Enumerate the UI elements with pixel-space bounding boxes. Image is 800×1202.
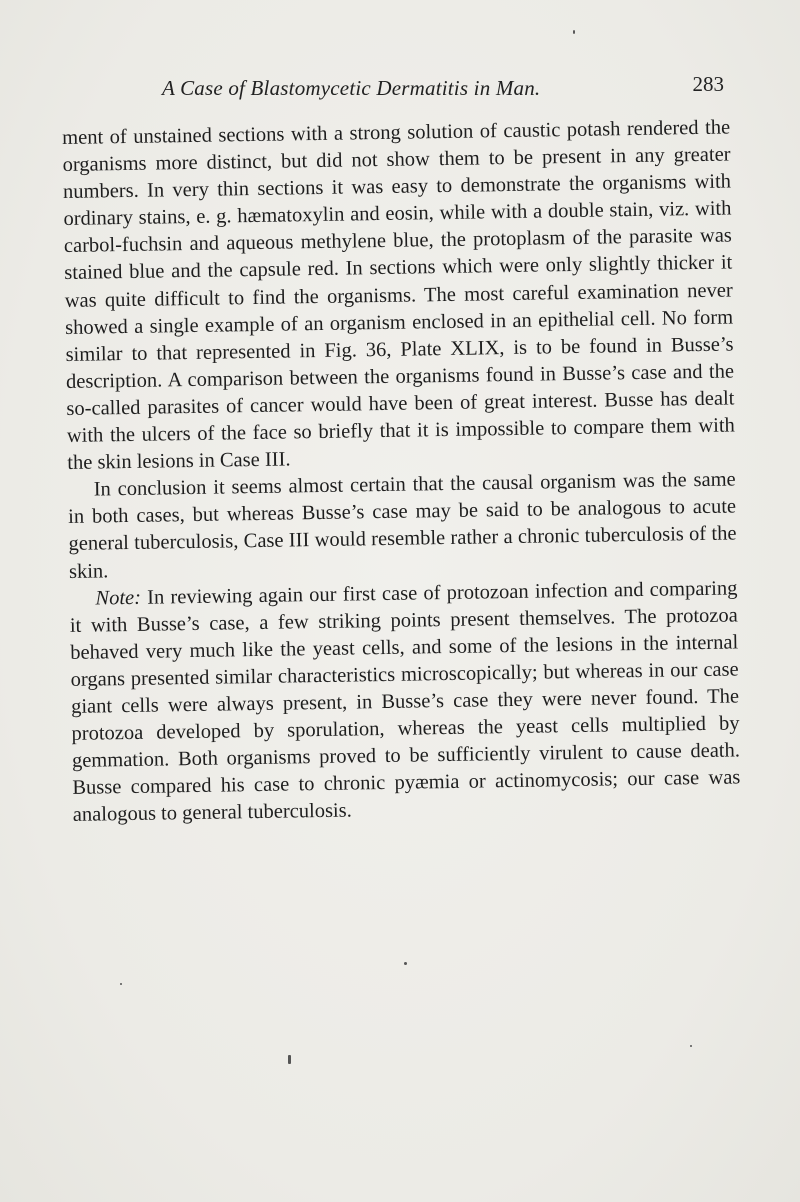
paragraph-continued: ment of unstained sections with a strong solution of caustic potash rendered the organisms more distinct, but did not show them to be present in any greater numbers. In very thin sections it was easy to demonstrate the organisms with ordinary stains, e. g. hæmatoxylin and eosin, while with a double stain, viz. with carbol-fuchsin and aqueous methylene blue, the protoplasm of the parasite was stained blue and the capsule red. In sections which were only slightly thicker it was quite difficult to find the organisms. The most careful examination never showed a single example of an organism enclosed in an epithelial cell. No form similar to that represented in Fig. 36, Plate XLIX, is to be found in Busse’s description. A comparison between the organisms found in Busse’s case and the so-called parasites of cancer would have been of great interest. Busse has dealt with the ulcers of the face so briefly that it is impossible to compare them with the skin lesions in Case III. [62, 116, 735, 475]
note-text: In reviewing again our first case of protozoan infection and comparing it with Busse’s case, a few striking points present themselves. The protozoa behaved very much like the yeast cells, and some of the lesions in the internal organs presented similar characteristics microscopically; but whereas in our case giant cells were always present, in Busse’s case they were never found. The protozoa developed by sporulation, whereas the yeast cells multiplied by gemmation. Both organisms proved to be sufficiently virulent to cause death. Busse compared his case to chronic pyæmia or actinomycosis; our case was analogous to general tuberculosis. [69, 577, 741, 827]
paragraph-conclusion: In conclusion it seems almost certain that the causal organism was the same in both cases, but whereas Busse’s case may be said to be analogous to acute general tuberculosis, Case III would resemble rather a chronic tuberculosis of the skin. [67, 468, 737, 583]
paper-speck [120, 983, 122, 985]
paper-speck [690, 1045, 692, 1047]
paper-speck [573, 30, 575, 34]
body-text [62, 115, 741, 830]
page-number: 283 [692, 72, 724, 96]
paragraph-note [69, 575, 741, 829]
note-label: Note: [95, 586, 142, 610]
paper-speck [404, 962, 407, 965]
page-header [62, 70, 724, 106]
running-title: A Case of Blastomycetic Dermatitis in Man. [162, 76, 541, 100]
paper-speck [288, 1055, 291, 1064]
